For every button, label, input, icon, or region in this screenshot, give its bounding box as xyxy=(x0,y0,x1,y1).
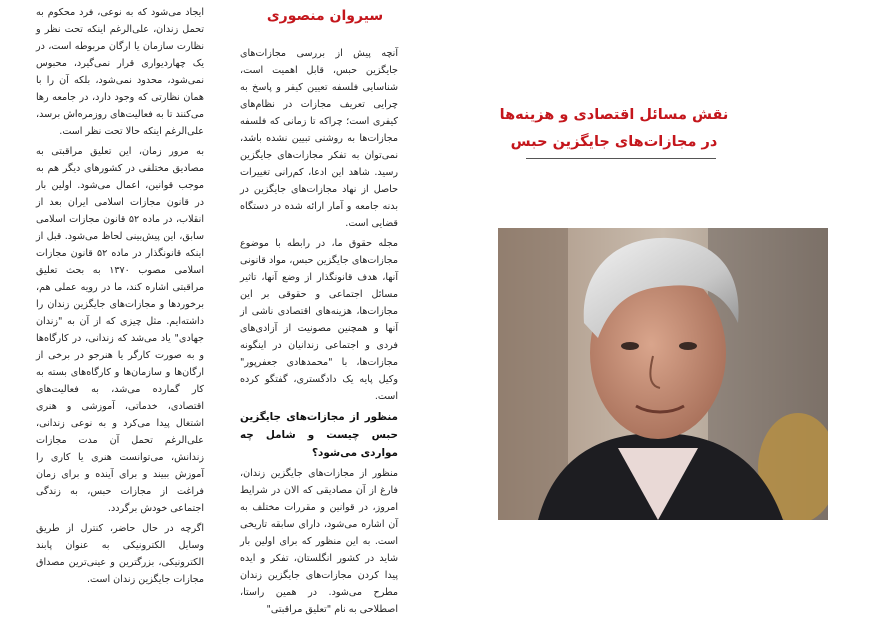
author-name: سیروان منصوری xyxy=(266,8,384,24)
body-paragraph: به مرور زمان، این تعلیق مراقبتی به مصادیق مختلفی در کشورهای دیگر هم به موجب قوانین، اعمال می‌شود. اولین بار در قانون مجازات اسلامی ایران بعد از انقلاب، در ماده ۵۲ قانون مجازات اسلامی سابق، این پیش‌بینی لحاظ می‌شود. قبل از اینکه قانونگذار در ماده ۵۲ قانون مجازات اسلامی مصوب ۱۳۷۰ به بحث تعلیق مراقبتی اشاره کند، ما در رویه عملی هم، برخوردها و مجازات‌های جایگزین زندان را داشته‌ایم. مثل چیزی که از آن به "زندان جهادی" یاد می‌شد که زندانی، در کارگاه‌ها و به صورت کارگر یا هنرجو در برخی از ارگان‌ها و سازمان‌ها و کارگاه‌های بسته به کار گمارده می‌شد، به فعالیت‌های اقتصادی، خدماتی، آموزشی و هنری اشتغال پیدا می‌کرد و به نوعی زندانی، علی‌الرغم تحمل آن مدت مجازات زندانش، می‌توانست هنری یا کاری را آموزش ببیند و برای آینده و برای زمان فراغت از مجازات حبس، به زندگی اجتماعی خودش برگردد. xyxy=(36,146,204,514)
portrait-photo xyxy=(498,228,828,520)
body-paragraph: مجله حقوق ما، در رابطه با موضوع مجازات‌های جایگزین حبس، مواد قانونی آنها، هدف قانونگذار از وضع آنها، تاثیر مسائل اجتماعی و حقوقی بر این مجازات‌ها، هزینه‌های اقتصادی ناشی از آنها و همچنین مصونیت از آزادی‌های فردی و اجتماعی زندانیان در اینگونه مجازات‌ها، با "محمدهادی جعفرپور" وکیل پایه یک دادگستری، گفتگو کرده است. xyxy=(240,238,398,402)
article-column-left xyxy=(36,4,204,591)
title-divider xyxy=(526,158,716,159)
body-paragraph: آنچه پیش از بررسی مجازات‌های جایگزین حبس، قابل اهمیت است، شناسایی فلسفه تعیین کیفر و پاسخ به چرایی تعریف مجازات در نظام‌های کیفری است؛ چراکه تا زمانی که فلسفه مجازات‌ها به روشنی تبیین نشده باشد، نمی‌توان به تفکر مجازات‌های جایگزین رسید. شاهد این ادعا، کم‌رانی تغییرات حاصل از نهاد مجازات‌های جایگزین در بدنه جامعه و آمار ارائه شده در دستگاه قضایی است. xyxy=(240,48,398,229)
body-paragraph: منظور از مجازات‌های جایگزین زندان، فارغ از آن مصادیقی که الان در شرایط امروز، در قوانین و مقررات مختلف به آن اشاره می‌شود، دارای سابقه تاریخی است. به این منظور که برای اولین بار شاید در کشور انگلستان، تفکر و ایده پیدا کردن مجازات‌های جایگزین زندان مطرح می‌شود. در همین راستا، اصطلاحی به نام "تعلیق مراقبتی" xyxy=(240,468,398,615)
interview-question: منظور از مجازات‌های جایگزین حبس چیست و شامل چه مواردی می‌شود؟ xyxy=(240,411,398,459)
body-paragraph: اگرچه در حال حاضر، کنترل از طریق وسایل الکترونیکی به عنوان پابند الکترونیکی، بزرگترین و عینی‌ترین مصداق مجازات جایگزین زندان است. xyxy=(36,523,204,585)
body-paragraph: ایجاد می‌شود که به نوعی، فرد محکوم به تحمل زندان، علی‌الرغم اینکه تحت نظر و نظارت سازمان یا ارگان مربوطه است، در یک چهاردیواری قرار نمی‌گیرد، محبوس نمی‌شود، محدود نمی‌شود، بلکه آن را با همان نظارتی که وجود دارد، در جامعه رها می‌کنند تا به فعالیت‌های روزمره‌اش برسد، علی‌الرغم اینکه حالا تحت نظر است. xyxy=(36,7,204,137)
article-column-middle xyxy=(240,45,398,621)
article-title: نقش مسائل اقتصادی و هزینه‌ها در مجازات‌های جایگزین حبس xyxy=(499,107,729,150)
